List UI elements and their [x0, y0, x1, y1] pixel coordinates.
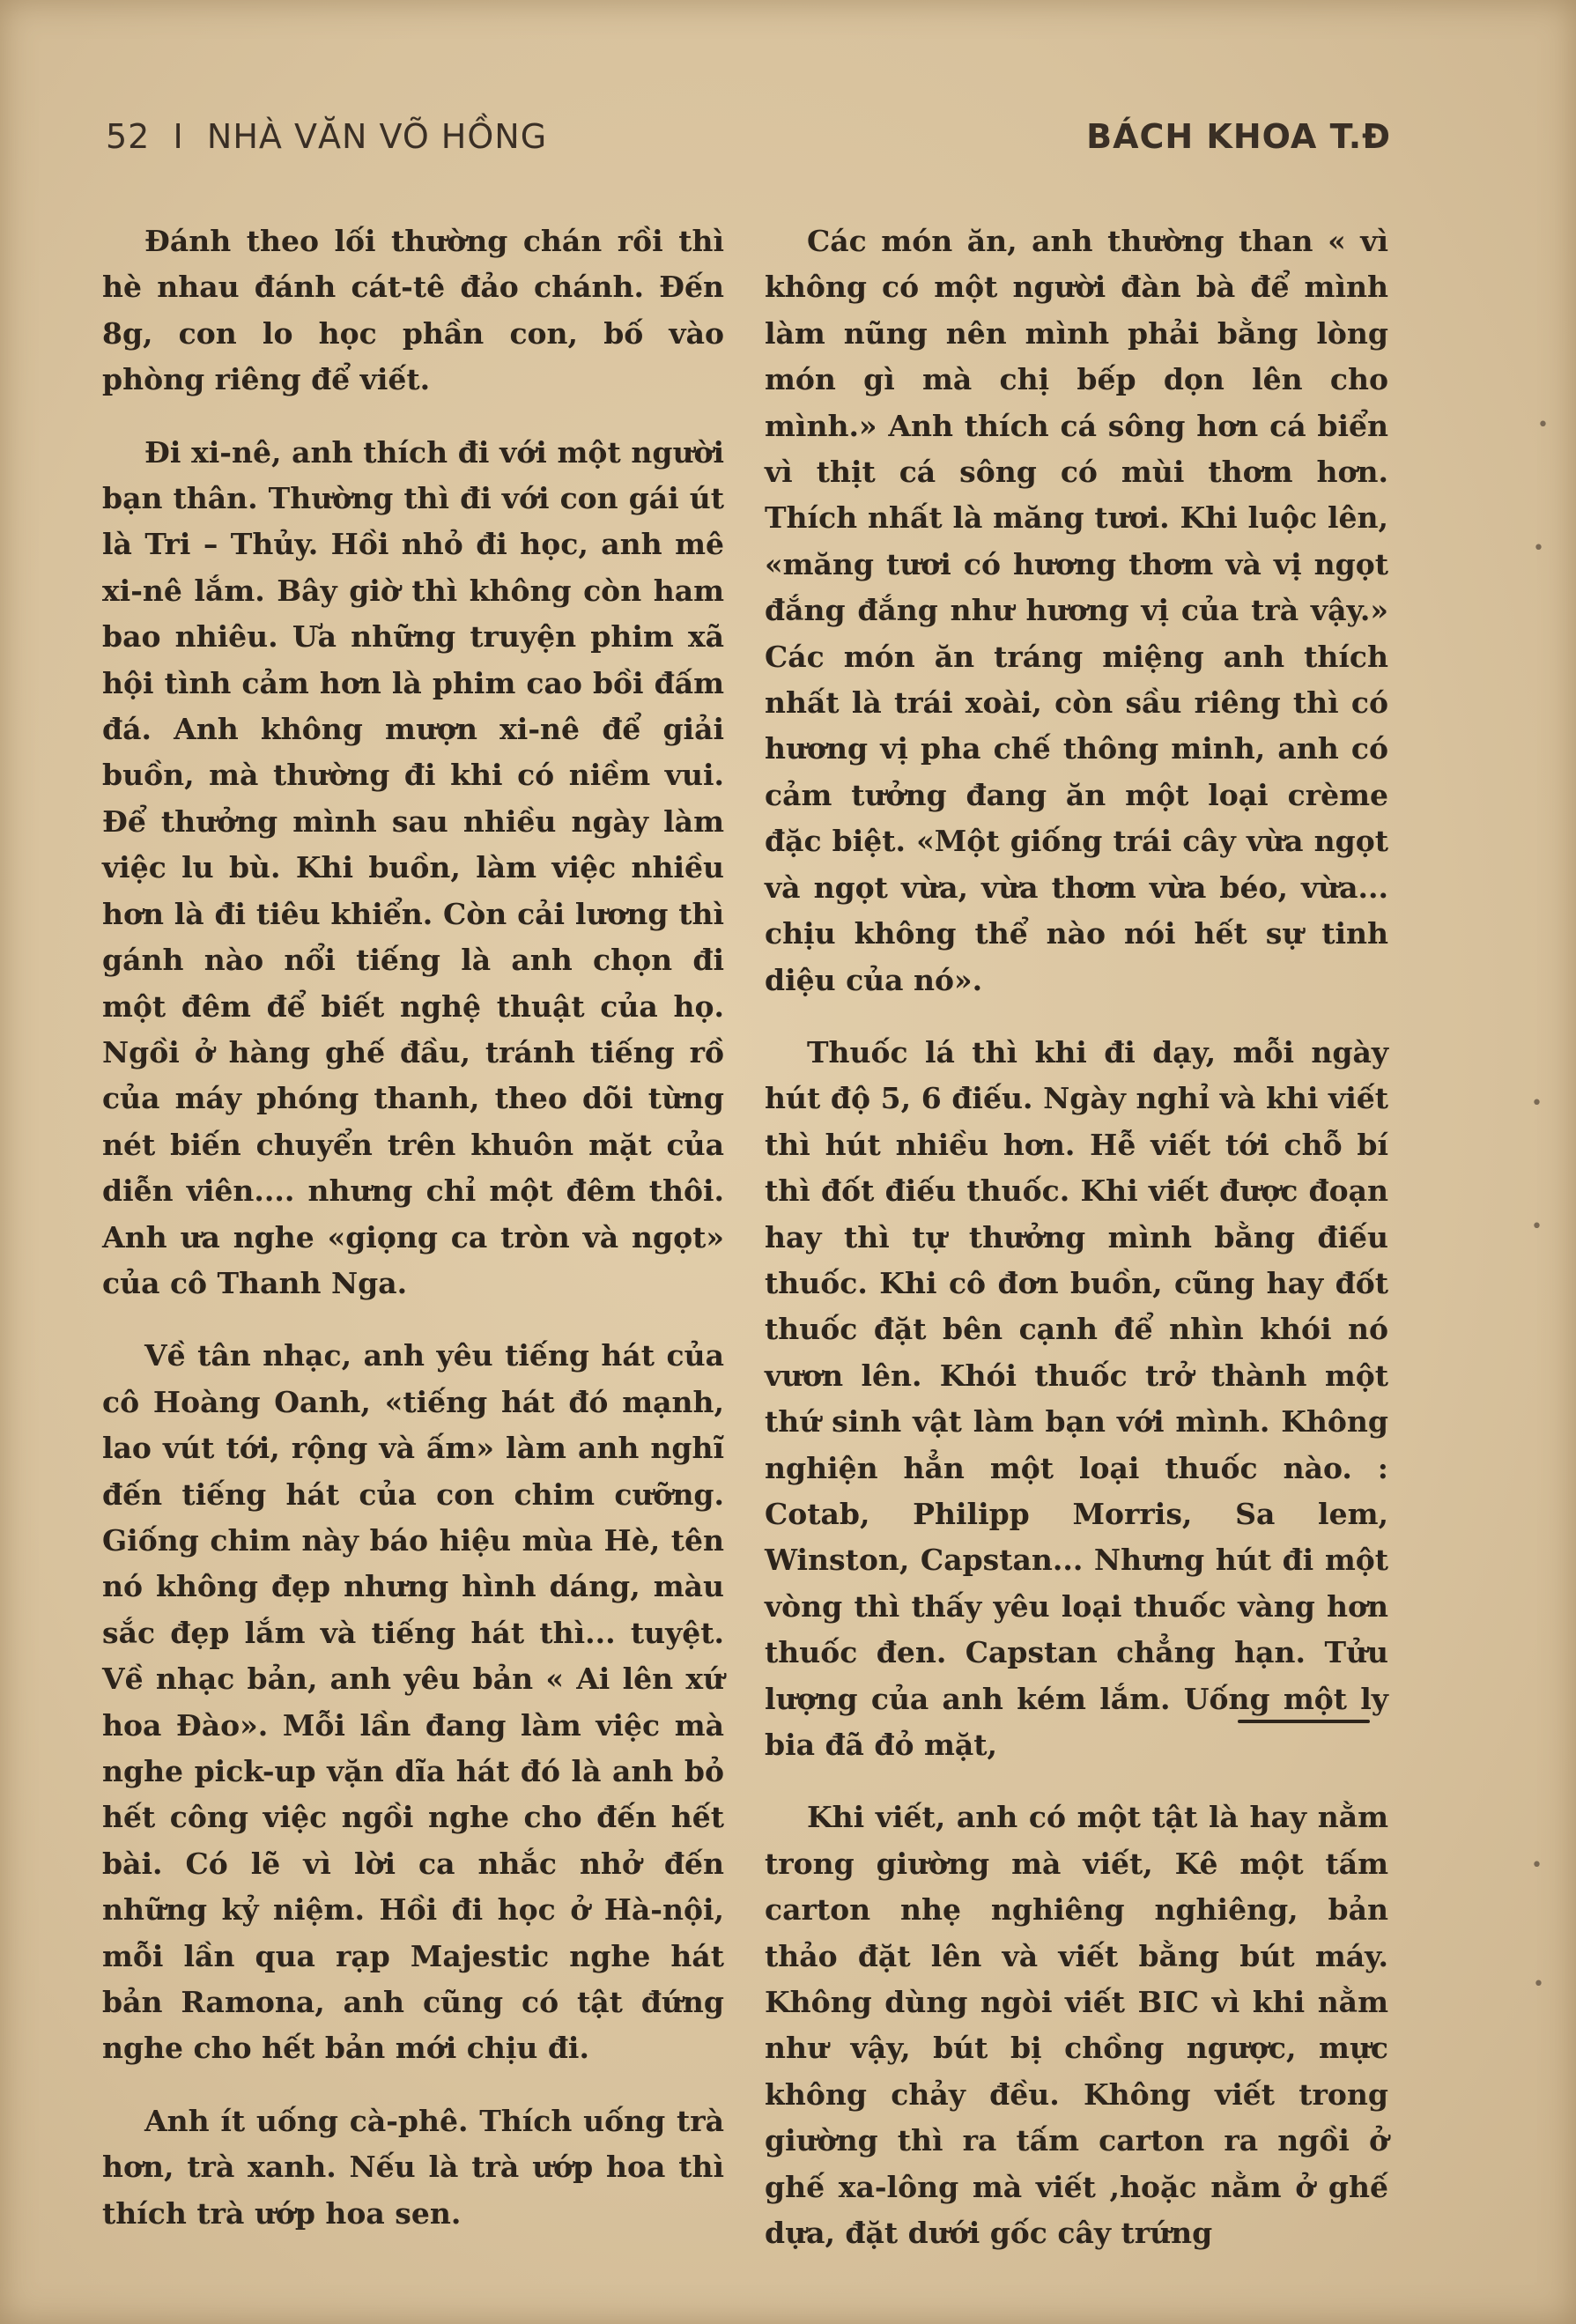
- paragraph: Khi viết, anh có một tật là hay nằm trong giường mà viết, Kê một tấm carton nhẹ nghiêng nghiêng, bản thảo đặt lên và viết bằng bút máy. Không dùng ngòi viết BIC vì khi nằm như vậy, bút bị chồng ngược, mực không chảy đều. Không viết trong giường thì ra tấm carton ra ngồi ở ghế xa-lông mà viết ,hoặc nằm ở ghế dựa, đặt dưới gốc cây trứng: [765, 1800, 1388, 2251]
- section-title: NHÀ VĂN VÕ HỒNG: [206, 117, 548, 156]
- paragraph: Các món ăn, anh thường than « vì không có một người đàn bà để mình làm nũng nên mình phải bằng lòng món gì mà chị bếp dọn lên cho mình.» Anh thích cá sông hơn cá biển vì thịt cá sông có mùi thơm hơn. Thích nhất là măng tươi. Khi luộc lên, «măng tươi có hương thơm và vị ngọt đắng đắng như hương vị của trà vậy.» Các món ăn tráng miệng anh thích nhất là trái xoài, còn sầu riêng thì có hương vị pha chế thông minh, anh có cảm tưởng đang ăn một loại crème đặc biệt. «Một giống trái cây vừa ngọt và ngọt vừa, vừa thơm vừa béo, vừa... chịu không thể nào nói hết sự tinh diệu của nó».: [765, 224, 1388, 997]
- journal-name: BÁCH KHOA T.Đ: [1086, 117, 1391, 156]
- page-number: 52: [106, 117, 151, 156]
- margin-speck: •: [1531, 1092, 1543, 1114]
- margin-speck: •: [1531, 1216, 1543, 1238]
- paragraph: Thuốc lá thì khi đi dạy, mỗi ngày hút độ 5, 6 điếu. Ngày nghỉ và khi viết thì hút nhiều hơn. Hễ viết tới chỗ bí thì đốt điếu thuốc. Khi viết được đoạn hay thì tự thưởng mình bằng điếu thuốc. Khi cô đơn buồn, cũng hay đốt thuốc đặt bên cạnh để nhìn khói nó vươn lên. Khói thuốc trở thành một thứ sinh vật làm bạn với mình. Không nghiện hẳn một loại thuốc nào. : Cotab, Philipp Morris, Sa lem, Winston, Capstan... Nhưng hút đi một vòng thì thấy yêu loại thuốc vàng hơn thuốc đen. Capstan chẳng hạn. Tửu lượng của anh kém lắm. Uống một ly bia đã đỏ mặt,: [765, 1034, 1388, 1762]
- margin-speck: •: [1533, 537, 1544, 559]
- margin-speck: •: [1537, 414, 1549, 436]
- header-separator: I: [173, 117, 184, 156]
- paragraph: Đánh theo lối thường chán rồi thì hè nhau đánh cát-tê đảo chánh. Đến 8g, con lo học phần con, bố vào phòng riêng để viết.: [102, 224, 724, 397]
- paragraph: Đi xi-nê, anh thích đi với một người bạn thân. Thường thì đi với con gái út là Tri – Thủy. Hồi nhỏ đi học, anh mê xi-nê lắm. Bây giờ thì không còn ham bao nhiêu. Ưa những truyện phim xã hội tình cảm hơn là phim cao bồi đấm đá. Anh không mượn xi-nê để giải buồn, mà thường đi khi có niềm vui. Để thưởng mình sau nhiều ngày làm việc lu bù. Khi buồn, làm việc nhiều hơn là đi tiêu khiển. Còn cải lương thì gánh nào nổi tiếng là anh chọn đi một đêm để biết nghệ thuật của họ. Ngồi ở hàng ghế đầu, tránh tiếng rồ của máy phóng thanh, theo dõi từng nét biến chuyển trên khuôn mặt của diễn viên.... nhưng chỉ một đêm thôi. Anh ưa nghe «giọng ca tròn và ngọt» của cô Thanh Nga.: [102, 434, 724, 1300]
- right-column: [765, 218, 1388, 2283]
- header-left: [106, 117, 547, 156]
- margin-speck: •: [1531, 1854, 1543, 1876]
- section-divider-rule: [1238, 1720, 1370, 1723]
- margin-speck: •: [1533, 1973, 1544, 1995]
- page-header: [106, 117, 1391, 161]
- paragraph: Anh ít uống cà-phê. Thích uống trà hơn, trà xanh. Nếu là trà ướp hoa thì thích trà ướp hoa sen.: [102, 2103, 724, 2231]
- left-column: [102, 218, 724, 2263]
- paragraph: Về tân nhạc, anh yêu tiếng hát của cô Hoàng Oanh, «tiếng hát đó mạnh, lao vút tới, rộng và ấm» làm anh nghĩ đến tiếng hát của con chim cưỡng. Giống chim này báo hiệu mùa Hè, tên nó không đẹp nhưng hình dáng, màu sắc đẹp lắm và tiếng hát thì... tuyệt. Về nhạc bản, anh yêu bản « Ai lên xứ hoa Đào». Mỗi lần đang làm việc mà nghe pick-up vặn dĩa hát đó là anh bỏ hết công việc ngồi nghe cho đến hết bài. Có lẽ vì lời ca nhắc nhở đến những kỷ niệm. Hồi đi học ở Hà-nội, mỗi lần qua rạp Majestic nghe hát bản Ramona, anh cũng có tật đứng nghe cho hết bản mới chịu đi.: [102, 1338, 724, 2066]
